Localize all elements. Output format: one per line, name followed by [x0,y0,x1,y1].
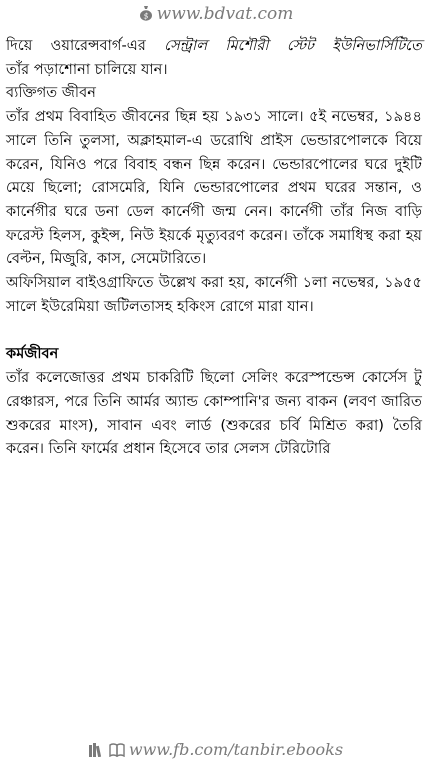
paragraph-line [6,34,422,58]
paragraph-line: অফিসিয়াল বাইওগ্রাফিতে উল্লেখ করা হয়, কার্নেগী ১লা নভেম্বর, ১৯৫৫ [6,274,422,292]
section-heading-personal-life: ব্যক্তিগত জীবন [6,84,96,102]
svg-text:$: $ [143,11,149,21]
watermark-top [0,4,432,26]
watermark-top-text: www.bdvat.com [156,4,294,24]
open-book-icon [109,742,125,762]
section-heading-career: কর্মজীবন [6,345,59,363]
paragraph-line: সালে ইউরেমিয়া জটিলতাসহ হকিংস রোগে মারা যান। [6,297,314,315]
watermark-bottom [0,740,432,762]
spacer [6,318,422,342]
university-name: সেন্ট্রাল মিশৌরী স্টেট ইউনিভার্সিটিতে [164,37,422,54]
page-content [6,34,422,461]
text-run: দিয়ে ওয়ারেন্সবার্গ-এর [6,37,165,54]
paragraph-line: তাঁর পড়াশোনা চালিয়ে যান। [6,60,168,78]
paragraph-personal-life: তাঁর প্রথম বিবাহিত জীবনের ছিন্ন হয় ১৯৩১ সালে। ৫ই নভেম্বর, ১৯৪৪ সালে তিনি তুলসা, অক্লাহমাল-এ ডরোথি প্রাইস ভেন্ডারপোলকে বিয়ে করেন, যিনিও পরে বিবাহ বন্ধন ছিন্ন করেন। ভেন্ডারপোলের ঘরে দুইটি মেয়ে ছিলো; রোসমেরি, যিনি ভেন্ডারপোলের প্রথম ঘরের সন্তান, ও কার্নেগীর ঘরে ডনা ডেল কার্নেগী জন্ম নেন। কার্নেগী তাঁর নিজ বাড়ি ফরেস্ট হিলস, কুইন্স, নিউ ইয়র্কে মৃত্যুবরণ করেন। তাঁকে সমাধিস্থ করা হয় বেল্টন, মিজুরি, কাস, সেমেটারিতে। [6,108,422,268]
watermark-bottom-text: www.fb.com/tanbir.ebooks [128,740,344,759]
books-icon [89,742,105,762]
paragraph-career: তাঁর কলেজোত্তর প্রথম চাকরিটি ছিলো সেলিং করেস্পন্ডেন্স কোর্সেস টু রেঞ্চারস, পরে তিনি আর্মর অ্যান্ড কোম্পানি'র জন্য বাকন (লবণ জারিত শুকরের মাংস), সাবান এবং লার্ড (শুকরের চর্বি মিশ্রিত করা) তৈরি করেন। তিনি ফার্মের প্রধান হিসেবে তার সেলস টেরিটোরি [6,369,422,458]
money-bag-icon [139,5,153,26]
